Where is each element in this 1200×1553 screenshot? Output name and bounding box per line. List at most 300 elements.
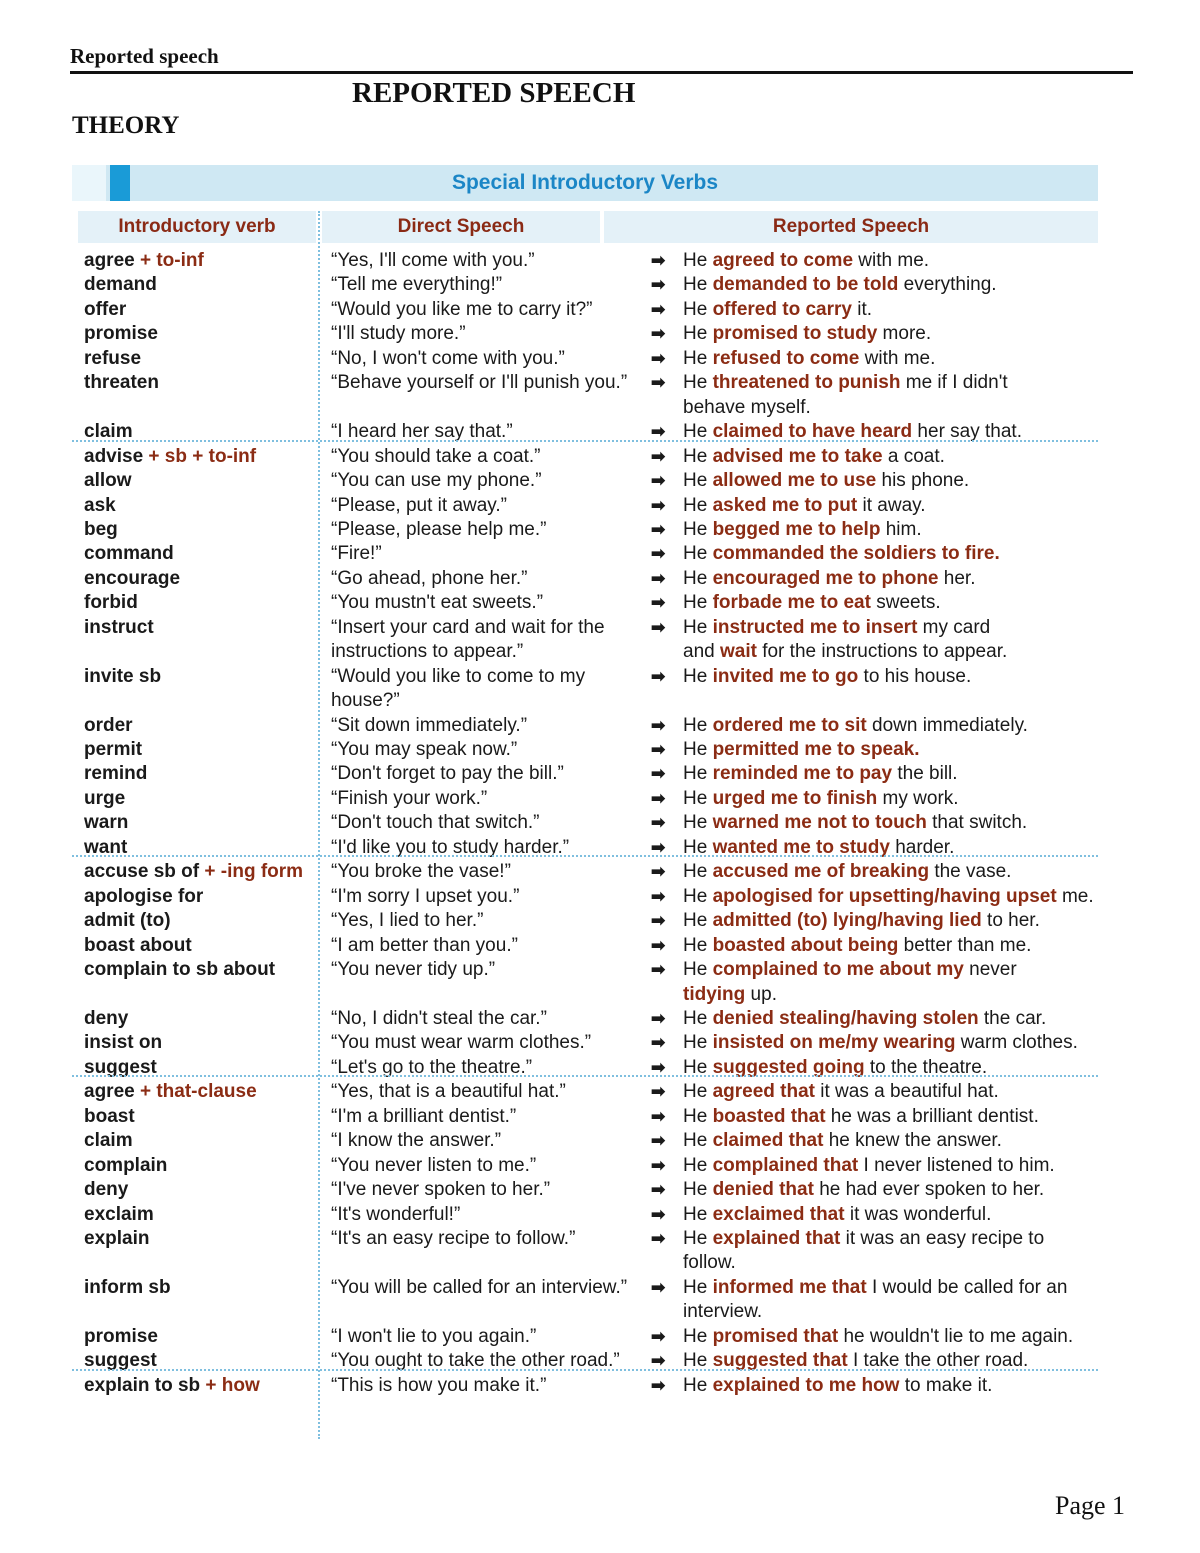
- highlight-text: + to-inf: [134, 250, 204, 271]
- text-segment: He: [683, 1130, 713, 1152]
- arrow-icon: ➡: [651, 837, 666, 857]
- text-segment: urge: [84, 787, 126, 809]
- text-segment: he was a brilliant dentist.: [825, 1105, 1039, 1127]
- highlight-text: insisted on me/my wearing: [712, 1032, 956, 1054]
- text-segment: suggest: [84, 1350, 157, 1372]
- text-segment: agree: [84, 1081, 135, 1103]
- arrow-icon: ➡: [651, 348, 666, 368]
- arrow-icon: ➡: [651, 1204, 666, 1224]
- text-segment: I never listened to him.: [858, 1154, 1055, 1176]
- text-segment: my work.: [877, 787, 959, 809]
- direct-speech: “I know the answer.”: [331, 1130, 502, 1152]
- introductory-verb: [84, 1227, 149, 1251]
- direct-speech: “This is how you make it.”: [331, 1374, 547, 1396]
- highlight-text: denied that: [712, 1179, 814, 1201]
- highlight-text: suggested that: [712, 1350, 848, 1372]
- text-segment: He: [683, 1154, 713, 1176]
- text-segment: that switch.: [926, 812, 1028, 834]
- direct-speech: “No, I didn't steal the car.”: [331, 1007, 547, 1029]
- text-segment: her.: [938, 567, 976, 589]
- text-segment: He: [683, 1032, 713, 1054]
- group-divider: [72, 1369, 1098, 1371]
- reported-speech: [683, 616, 990, 640]
- highlight-text: promised that: [712, 1325, 839, 1347]
- arrow-icon: ➡: [651, 666, 666, 686]
- introductory-verb: [84, 738, 142, 762]
- text-segment: He: [683, 1179, 713, 1201]
- text-segment: allow: [84, 470, 132, 492]
- text-segment: inform sb: [84, 1276, 171, 1298]
- arrow-icon: ➡: [651, 911, 666, 931]
- arrow-icon: ➡: [651, 886, 666, 906]
- text-segment: He: [683, 298, 713, 320]
- section-heading: THEORY: [72, 112, 180, 139]
- highlight-text: forbade me to eat: [712, 592, 871, 614]
- introductory-verb: [84, 934, 192, 958]
- text-segment: his phone.: [876, 470, 970, 492]
- text-segment: deny: [84, 1007, 129, 1029]
- reported-speech: [683, 1227, 1044, 1251]
- text-segment: He: [683, 1007, 713, 1029]
- text-segment: deny: [84, 1179, 129, 1201]
- highlight-text: denied stealing/having stolen: [712, 1007, 979, 1029]
- highlight-text: begged me to help: [712, 518, 881, 540]
- group-divider: [72, 440, 1098, 442]
- arrow-icon: ➡: [651, 251, 666, 270]
- text-segment: the vase.: [929, 861, 1012, 883]
- introductory-verb: [84, 494, 116, 518]
- text-segment: exclaim: [84, 1203, 154, 1225]
- text-segment: He: [683, 1105, 713, 1127]
- text-segment: He: [683, 1374, 713, 1396]
- text-segment: command: [84, 543, 174, 565]
- text-segment: He: [683, 1056, 713, 1078]
- text-segment: better than me.: [898, 934, 1032, 956]
- introductory-verb: [84, 591, 138, 615]
- text-segment: my card: [917, 616, 991, 638]
- highlight-text: + how: [200, 1374, 260, 1396]
- reported-speech: [683, 1007, 1046, 1031]
- highlight-text: asked me to put: [712, 494, 858, 516]
- text-segment: he wouldn't lie to me again.: [838, 1325, 1074, 1347]
- arrow-icon: ➡: [651, 422, 666, 442]
- highlight-text: accused me of breaking: [712, 861, 930, 883]
- reported-speech: [683, 1080, 999, 1104]
- reported-speech: [683, 1300, 762, 1324]
- reported-speech: [683, 371, 1008, 395]
- highlight-text: instructed me to insert: [712, 616, 918, 638]
- text-segment: He: [683, 347, 713, 369]
- direct-speech: “Finish your work.”: [331, 787, 488, 809]
- text-segment: threaten: [84, 372, 159, 394]
- introductory-verb: [84, 469, 132, 493]
- text-segment: insist on: [84, 1032, 163, 1054]
- reported-speech: [683, 860, 1011, 884]
- direct-speech: instructions to appear.”: [331, 641, 524, 663]
- reported-speech: [683, 1105, 1039, 1129]
- introductory-verb: [84, 322, 158, 346]
- text-segment: agree: [84, 250, 135, 271]
- reported-speech: [683, 1154, 1055, 1178]
- text-segment: He: [683, 885, 713, 907]
- text-segment: He: [683, 763, 713, 785]
- direct-speech: “I'd like you to study harder.”: [331, 836, 570, 858]
- direct-speech: “You broke the vase!”: [331, 861, 511, 883]
- highlight-text: apologised for upsetting/having upset: [712, 885, 1057, 907]
- text-segment: remind: [84, 763, 148, 785]
- reported-speech: [683, 885, 1094, 909]
- introductory-verb: [84, 1154, 167, 1178]
- reported-speech: [683, 1031, 1078, 1055]
- highlight-text: commanded the soldiers to fire.: [712, 543, 1000, 565]
- text-segment: follow.: [683, 1252, 736, 1274]
- direct-speech: “Would you like to come to my: [331, 665, 586, 687]
- reported-speech: [683, 787, 959, 811]
- text-segment: He: [683, 616, 713, 638]
- direct-speech: “You should take a coat.”: [331, 445, 541, 467]
- highlight-text: wait: [719, 641, 757, 663]
- arrow-icon: ➡: [651, 1057, 666, 1077]
- text-segment: ask: [84, 494, 116, 516]
- introductory-verb: [84, 1129, 133, 1153]
- arrow-icon: ➡: [651, 1008, 666, 1028]
- highlight-text: urged me to finish: [712, 787, 878, 809]
- introductory-verb: [84, 958, 275, 982]
- table-banner: [72, 165, 1098, 201]
- highlight-text: offered to carry: [712, 298, 852, 320]
- text-segment: complain to sb about: [84, 959, 276, 981]
- group-divider: [72, 1075, 1098, 1077]
- text-segment: with me.: [859, 347, 936, 369]
- text-segment: He: [683, 250, 713, 271]
- text-segment: permit: [84, 739, 143, 760]
- text-segment: He: [683, 543, 713, 565]
- arrow-icon: ➡: [651, 813, 666, 833]
- direct-speech: “Sit down immediately.”: [331, 714, 528, 736]
- arrow-icon: ➡: [651, 1033, 666, 1053]
- direct-speech: “I've never spoken to her.”: [331, 1179, 551, 1201]
- highlight-text: invited me to go: [712, 665, 859, 687]
- highlight-text: tidying: [683, 983, 746, 1005]
- introductory-verb: [84, 1007, 128, 1031]
- text-segment: for the instructions to appear.: [756, 641, 1008, 663]
- text-segment: with me.: [853, 250, 930, 271]
- text-segment: me.: [1056, 885, 1094, 907]
- highlight-text: promised to study: [712, 323, 878, 345]
- arrow-icon: ➡: [651, 740, 666, 759]
- text-segment: He: [683, 714, 713, 736]
- direct-speech: “Tell me everything!”: [331, 274, 503, 296]
- arrow-icon: ➡: [651, 593, 666, 613]
- reported-speech: [683, 811, 1027, 835]
- reported-speech: [683, 542, 1000, 566]
- direct-speech: “I heard her say that.”: [331, 421, 513, 443]
- direct-speech: “I'm sorry I upset you.”: [331, 885, 520, 907]
- highlight-text: claimed that: [712, 1130, 824, 1152]
- arrow-icon: ➡: [651, 299, 666, 319]
- text-segment: he had ever spoken to her.: [813, 1179, 1045, 1201]
- page-number: Page 1: [1055, 1491, 1126, 1520]
- text-segment: instruct: [84, 616, 154, 638]
- introductory-verb: [84, 1178, 128, 1202]
- direct-speech: “You can use my phone.”: [331, 470, 542, 492]
- text-segment: I would be called for an: [866, 1276, 1068, 1298]
- direct-speech: “Fire!”: [331, 543, 382, 565]
- text-segment: to his house.: [858, 665, 972, 687]
- reported-speech: [683, 273, 997, 297]
- text-segment: to her.: [981, 910, 1040, 932]
- arrow-icon: ➡: [651, 373, 666, 393]
- reported-speech: [683, 934, 1031, 958]
- introductory-verb: [84, 860, 303, 884]
- group-divider: [72, 855, 1098, 857]
- reported-speech: [683, 469, 969, 493]
- text-segment: demand: [84, 274, 157, 296]
- text-segment: sweets.: [870, 592, 941, 614]
- direct-speech: “Yes, I'll come with you.”: [331, 250, 535, 271]
- text-segment: it away.: [857, 494, 926, 516]
- highlight-text: advised me to take: [712, 445, 883, 467]
- text-segment: warm clothes.: [955, 1032, 1078, 1054]
- arrow-icon: ➡: [651, 1082, 666, 1102]
- reported-speech: [683, 1203, 991, 1227]
- arrow-icon: ➡: [651, 1180, 666, 1200]
- direct-speech: “Please, please help me.”: [331, 518, 547, 540]
- direct-speech: “You may speak now.”: [331, 739, 518, 760]
- highlight-text: suggested going: [712, 1056, 865, 1078]
- introductory-verb: [84, 1105, 135, 1129]
- arrow-icon: ➡: [651, 715, 666, 735]
- direct-speech: “You never tidy up.”: [331, 959, 496, 981]
- column-header-reported: Reported Speech: [604, 211, 1098, 243]
- text-segment: it was an easy recipe to: [840, 1228, 1045, 1249]
- highlight-text: informed me that: [712, 1276, 867, 1298]
- highlight-text: threatened to punish: [712, 372, 901, 394]
- text-segment: claim: [84, 1130, 133, 1152]
- direct-speech: “You ought to take the other road.”: [331, 1350, 620, 1372]
- highlight-text: + -ing form: [199, 861, 304, 883]
- arrow-icon: ➡: [651, 788, 666, 808]
- arrow-icon: ➡: [651, 519, 666, 539]
- reported-speech: [683, 714, 1028, 738]
- highlight-text: admitted (to) lying/having lied: [712, 910, 982, 932]
- highlight-text: reminded me to pay: [712, 763, 893, 785]
- introductory-verb: [84, 1031, 162, 1055]
- text-segment: accuse sb of: [84, 861, 200, 883]
- arrow-icon: ➡: [651, 862, 666, 882]
- direct-speech: “Go ahead, phone her.”: [331, 567, 528, 589]
- text-segment: boast about: [84, 934, 192, 956]
- highlight-text: explained to me how: [712, 1374, 900, 1396]
- introductory-verb: [84, 347, 141, 371]
- direct-speech: “Insert your card and wait for the: [331, 616, 605, 638]
- highlight-text: allowed me to use: [712, 470, 877, 492]
- text-segment: offer: [84, 298, 127, 320]
- introductory-verb: [84, 1374, 260, 1398]
- arrow-icon: ➡: [651, 275, 666, 295]
- introductory-verb: [84, 787, 125, 811]
- text-segment: He: [683, 1350, 713, 1372]
- reported-speech: [683, 1178, 1044, 1202]
- highlight-text: ordered me to sit: [712, 714, 867, 736]
- arrow-icon: ➡: [651, 935, 666, 955]
- text-segment: me if I didn't: [900, 372, 1008, 394]
- text-segment: promise: [84, 1325, 158, 1347]
- text-segment: invite sb: [84, 665, 162, 687]
- arrow-icon: ➡: [651, 1106, 666, 1126]
- running-header: Reported speech: [70, 44, 1133, 74]
- direct-speech: “Would you like me to carry it?”: [331, 298, 593, 320]
- direct-speech: “You will be called for an interview.”: [331, 1276, 628, 1298]
- direct-speech: “Don't forget to pay the bill.”: [331, 763, 564, 785]
- introductory-verb: [84, 542, 174, 566]
- direct-speech: “You never listen to me.”: [331, 1154, 537, 1176]
- direct-speech: “Behave yourself or I'll punish you.”: [331, 372, 628, 394]
- text-segment: He: [683, 274, 713, 296]
- introductory-verb: [84, 273, 157, 297]
- reported-speech: [683, 909, 1040, 933]
- reported-speech: [683, 1251, 736, 1275]
- text-segment: He: [683, 372, 713, 394]
- reported-speech: [683, 347, 935, 371]
- arrow-icon: ➡: [651, 471, 666, 491]
- text-segment: He: [683, 445, 713, 467]
- reported-speech: [683, 396, 811, 420]
- text-segment: more.: [877, 323, 932, 345]
- arrow-icon: ➡: [651, 324, 666, 344]
- highlight-text: warned me not to touch: [712, 812, 927, 834]
- highlight-text: exclaimed that: [712, 1203, 845, 1225]
- highlight-text: complained to me about my: [712, 959, 964, 981]
- direct-speech: “I won't lie to you again.”: [331, 1325, 537, 1347]
- reported-speech: [683, 1276, 1067, 1300]
- reported-speech: [683, 494, 926, 518]
- reported-speech: [683, 983, 777, 1007]
- text-segment: He: [683, 1081, 713, 1103]
- direct-speech: “No, I won't come with you.”: [331, 347, 565, 369]
- direct-speech: “Please, put it away.”: [331, 494, 508, 516]
- introductory-verb: [84, 1325, 158, 1349]
- text-segment: He: [683, 959, 713, 981]
- introductory-verb: [84, 249, 204, 273]
- reported-speech: [683, 591, 941, 615]
- highlight-text: boasted that: [712, 1105, 826, 1127]
- introductory-verb: [84, 518, 118, 542]
- text-segment: refuse: [84, 347, 142, 369]
- introductory-verb: [84, 1276, 171, 1300]
- text-segment: to the theatre.: [864, 1056, 988, 1078]
- highlight-text: encouraged me to phone: [712, 567, 939, 589]
- column-divider: [318, 211, 320, 1439]
- introductory-verb: [84, 298, 126, 322]
- highlight-text: complained that: [712, 1154, 859, 1176]
- direct-speech: “Yes, that is a beautiful hat.”: [331, 1081, 566, 1103]
- arrow-icon: ➡: [651, 495, 666, 515]
- text-segment: He: [683, 836, 713, 858]
- introductory-verb: [84, 567, 180, 591]
- direct-speech: “I'll study more.”: [331, 323, 466, 345]
- text-segment: admit (to): [84, 910, 171, 932]
- reported-speech: [683, 665, 971, 689]
- arrow-icon: ➡: [651, 1351, 666, 1371]
- text-segment: He: [683, 421, 713, 443]
- introductory-verb: [84, 885, 203, 909]
- text-segment: warn: [84, 812, 129, 834]
- reported-speech: [683, 738, 920, 762]
- table-title: Special Introductory Verbs: [451, 171, 719, 194]
- text-segment: he knew the answer.: [823, 1130, 1002, 1152]
- text-segment: encourage: [84, 567, 181, 589]
- text-segment: her say that.: [912, 421, 1022, 443]
- text-segment: a coat.: [882, 445, 945, 467]
- introductory-verb: [84, 616, 154, 640]
- direct-speech: “Let's go to the theatre.”: [331, 1056, 533, 1078]
- text-segment: He: [683, 518, 713, 540]
- text-segment: He: [683, 592, 713, 614]
- direct-speech: “It's an easy recipe to follow.”: [331, 1228, 576, 1249]
- text-segment: He: [683, 665, 713, 687]
- direct-speech: “Yes, I lied to her.”: [331, 910, 484, 932]
- text-segment: it was a beautiful hat.: [815, 1081, 999, 1103]
- introductory-verb: [84, 1203, 154, 1227]
- introductory-verb: [84, 371, 159, 395]
- reported-speech: [683, 445, 945, 469]
- text-segment: interview.: [683, 1301, 763, 1323]
- text-segment: never: [963, 959, 1017, 981]
- reported-speech: [683, 1374, 992, 1398]
- page-title: REPORTED SPEECH: [352, 77, 636, 109]
- highlight-text: wanted me to study: [712, 836, 890, 858]
- text-segment: up.: [745, 983, 777, 1005]
- reported-speech: [683, 762, 958, 786]
- text-segment: I take the other road.: [847, 1350, 1029, 1372]
- text-segment: complain: [84, 1154, 168, 1176]
- text-segment: promise: [84, 323, 158, 345]
- text-segment: it.: [851, 298, 873, 320]
- column-header-direct: Direct Speech: [322, 211, 600, 243]
- introductory-verb: [84, 665, 161, 689]
- direct-speech: house?”: [331, 690, 400, 712]
- text-segment: everything.: [898, 274, 997, 296]
- arrow-icon: ➡: [651, 1131, 666, 1151]
- text-segment: He: [683, 1325, 713, 1347]
- text-segment: He: [683, 470, 713, 492]
- arrow-icon: ➡: [651, 960, 666, 980]
- highlight-text: permitted me to speak.: [712, 739, 920, 760]
- arrow-icon: ➡: [651, 568, 666, 588]
- introductory-verb: [84, 1080, 257, 1104]
- direct-speech: “It's wonderful!”: [331, 1203, 461, 1225]
- direct-speech: “I am better than you.”: [331, 934, 518, 956]
- text-segment: He: [683, 494, 713, 516]
- arrow-icon: ➡: [651, 764, 666, 784]
- reported-speech: [683, 249, 929, 273]
- direct-speech: “Don't touch that switch.”: [331, 812, 540, 834]
- text-segment: claim: [84, 421, 133, 443]
- column-header-verb: Introductory verb: [78, 211, 316, 243]
- highlight-text: explained that: [712, 1228, 841, 1249]
- arrow-icon: ➡: [651, 544, 666, 564]
- direct-speech: “You must wear warm clothes.”: [331, 1032, 592, 1054]
- introductory-verb: [84, 762, 147, 786]
- text-segment: He: [683, 1276, 713, 1298]
- reported-speech: [683, 298, 872, 322]
- reported-speech: [683, 1129, 1002, 1153]
- text-segment: him.: [880, 518, 922, 540]
- text-segment: beg: [84, 518, 118, 540]
- arrow-icon: ➡: [651, 617, 666, 637]
- text-segment: He: [683, 812, 713, 834]
